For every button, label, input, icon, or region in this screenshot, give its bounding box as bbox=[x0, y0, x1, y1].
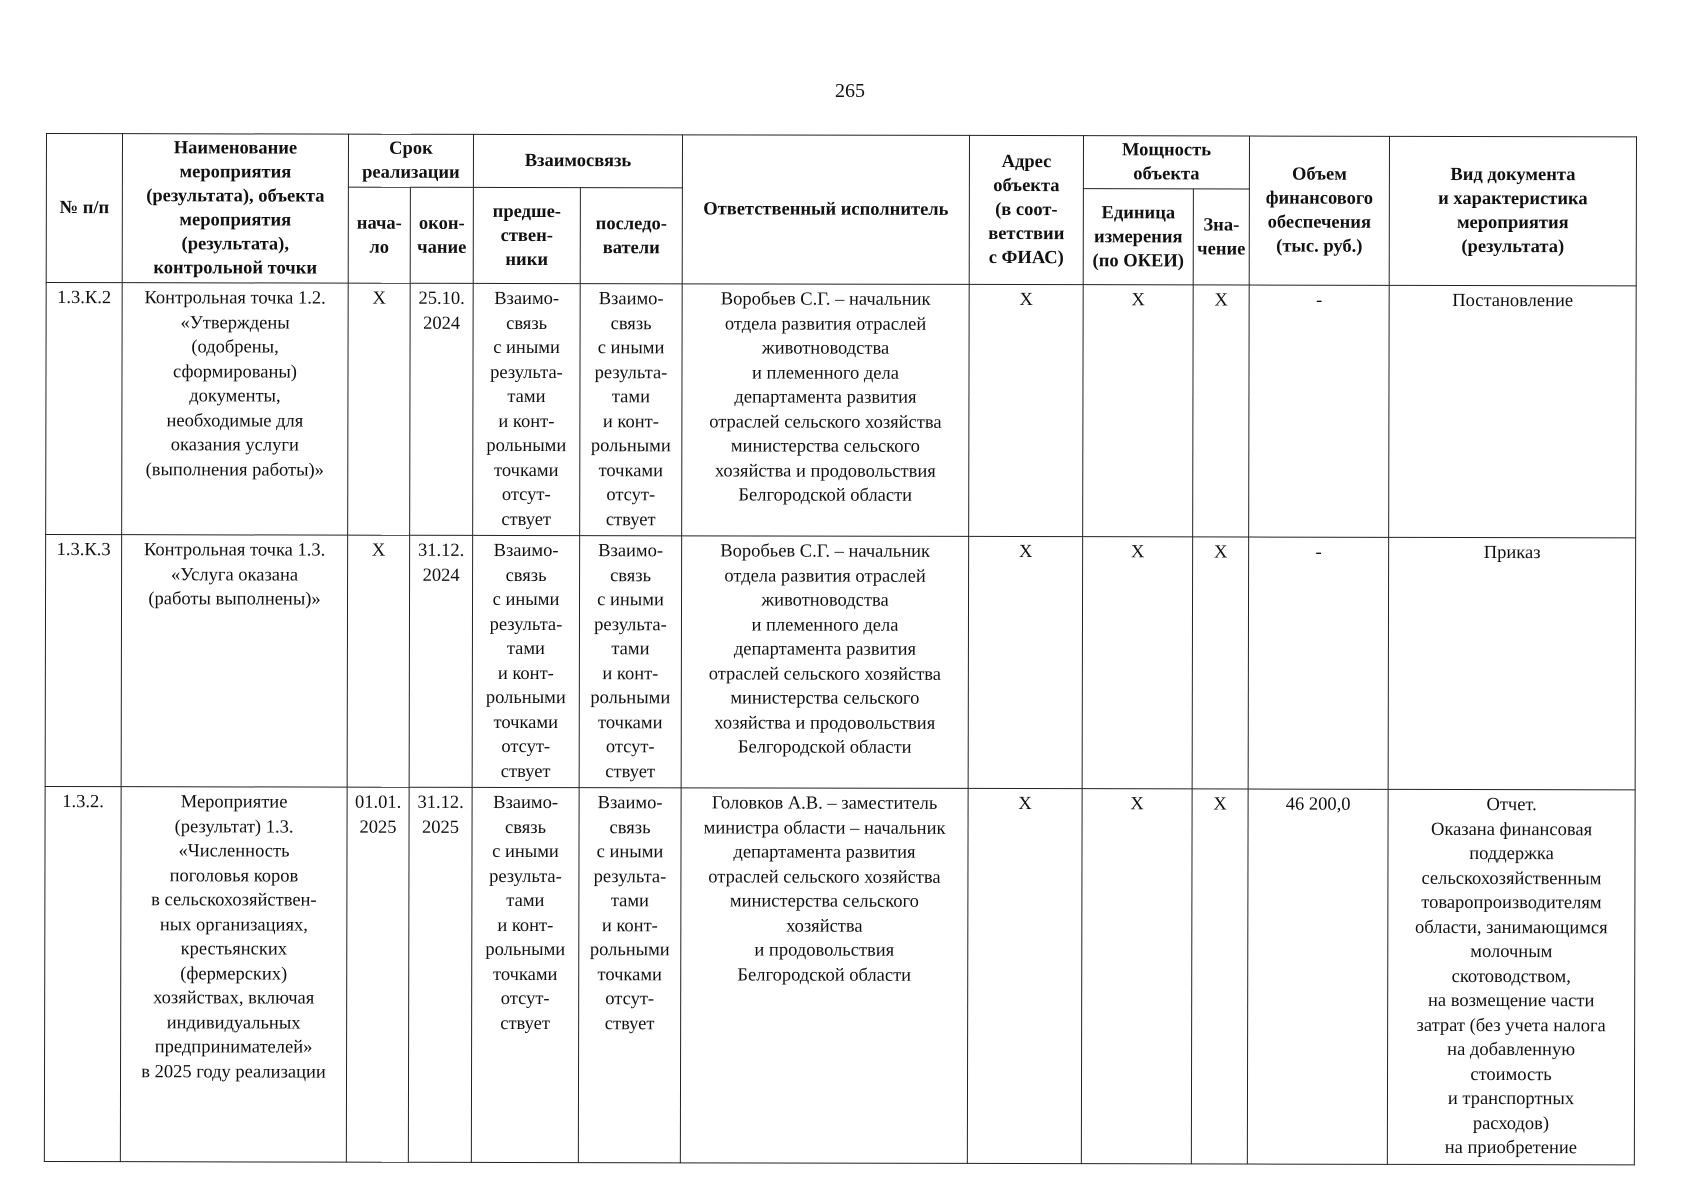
header-link: Взаимосвязь bbox=[473, 134, 682, 187]
header-address: Адрес объекта (в соот- ветствии с ФИАС) bbox=[969, 135, 1083, 284]
row-next: Взаимо- связь с иными результа- тами и конт- рольными точками отсут- ствует bbox=[580, 284, 683, 536]
row-unit: X bbox=[1081, 789, 1192, 1164]
row-next: Взаимо- связь с иными результа- тами и конт- рольными точками отсут- ствует bbox=[578, 788, 681, 1163]
row-value: X bbox=[1192, 537, 1249, 789]
header-capacity: Мощность объекта bbox=[1083, 136, 1249, 189]
header-term-start: нача- ло bbox=[348, 187, 410, 283]
row-start: X bbox=[347, 535, 410, 787]
row-unit: X bbox=[1083, 285, 1194, 537]
table-row bbox=[46, 283, 1637, 538]
header-name: Наименование мероприятия (результата), объекта мероприятия (результата), контрольной точки bbox=[122, 134, 348, 283]
row-end: 31.12. 2024 bbox=[409, 535, 473, 787]
table-row bbox=[45, 535, 1636, 790]
row-start: X bbox=[348, 283, 411, 535]
header-executor: Ответственный исполнитель bbox=[682, 135, 969, 285]
row-end: 31.12. 2025 bbox=[408, 787, 472, 1162]
header-term-end: окон- чание bbox=[410, 187, 473, 283]
row-num: 1.3.К.2 bbox=[46, 283, 123, 535]
row-finance: 46 200,0 bbox=[1247, 789, 1388, 1164]
header-term: Срок реализации bbox=[348, 134, 473, 187]
row-finance: - bbox=[1248, 537, 1389, 789]
header-num: № п/п bbox=[46, 134, 122, 283]
row-prev: Взаимо- связь с иными результа- тами и конт- рольными точками отсут- ствует bbox=[471, 787, 579, 1162]
row-end: 25.10. 2024 bbox=[410, 283, 474, 535]
header-finance: Объем финансового обеспечения (тыс. руб.) bbox=[1249, 136, 1389, 285]
row-prev: Взаимо- связь с иными результа- тами и конт- рольными точками отсут- ствует bbox=[473, 283, 581, 535]
header-capacity-unit: Единица измерения (по ОКЕИ) bbox=[1083, 189, 1193, 285]
row-num: 1.3.К.3 bbox=[45, 535, 122, 787]
row-name: Контрольная точка 1.3. «Услуга оказана (работы выполнены)» bbox=[121, 535, 348, 787]
row-value: X bbox=[1193, 285, 1250, 537]
row-doc: Постановление bbox=[1389, 285, 1637, 538]
row-address: X bbox=[969, 284, 1084, 536]
row-executor: Воробьев С.Г. – начальник отдела развития отраслей животноводства и племенного дела департамента развития отраслей сельского хозяйства министерства сельского хозяйства и продовольствия Белгородской области bbox=[682, 284, 970, 537]
row-value: X bbox=[1191, 789, 1248, 1164]
page-number: 265 bbox=[835, 80, 865, 102]
row-address: X bbox=[967, 788, 1082, 1163]
row-name: Контрольная точка 1.2. «Утверждены (одобрены, сформированы) документы, необходимые для оказания услуги (выполнения работы)» bbox=[122, 283, 349, 535]
table-header bbox=[46, 134, 1636, 286]
row-finance: - bbox=[1249, 285, 1390, 537]
row-next: Взаимо- связь с иными результа- тами и конт- рольными точками отсут- ствует bbox=[579, 536, 682, 788]
row-start: 01.01. 2025 bbox=[346, 787, 409, 1162]
row-executor: Головков А.В. – заместитель министра области – начальник департамента развития отраслей сельского хозяйства министерства сельского хозяйства и продовольствия Белгородской области bbox=[680, 788, 968, 1163]
header-capacity-value: Зна- чение bbox=[1193, 189, 1249, 285]
row-prev: Взаимо- связь с иными результа- тами и конт- рольными точками отсут- ствует bbox=[472, 535, 580, 787]
header-doc-type: Вид документа и характеристика мероприятия (результата) bbox=[1389, 136, 1636, 286]
row-executor: Воробьев С.Г. – начальник отдела развития отраслей животноводства и племенного дела департамента развития отраслей сельского хозяйства министерства сельского хозяйства и продовольствия Белгородской области bbox=[681, 536, 969, 789]
row-address: X bbox=[968, 536, 1083, 788]
measures-table bbox=[44, 133, 1637, 1165]
row-num: 1.3.2. bbox=[44, 786, 121, 1161]
table-row bbox=[44, 786, 1635, 1164]
row-name: Мероприятие (результат) 1.3. «Численность поголовья коров в сельскохозяйствен- ных организациях, крестьянских (фермерских) хозяйствах, включая индивидуальных предпринимателей» в 2025 году реализации bbox=[120, 787, 347, 1162]
row-unit: X bbox=[1082, 537, 1193, 789]
header-link-next: последо- ватели bbox=[580, 188, 682, 284]
row-doc: Приказ bbox=[1388, 537, 1636, 790]
row-doc: Отчет. Оказана финансовая поддержка сельскохозяйственным товаропроизводителям области, занимающимся молочным скотоводством, на возмещение части затрат (без учета налога на добавленную стоимость и транспортных расходов) на приобретение bbox=[1387, 789, 1635, 1164]
header-link-prev: предше- ствен- ники bbox=[473, 187, 580, 283]
